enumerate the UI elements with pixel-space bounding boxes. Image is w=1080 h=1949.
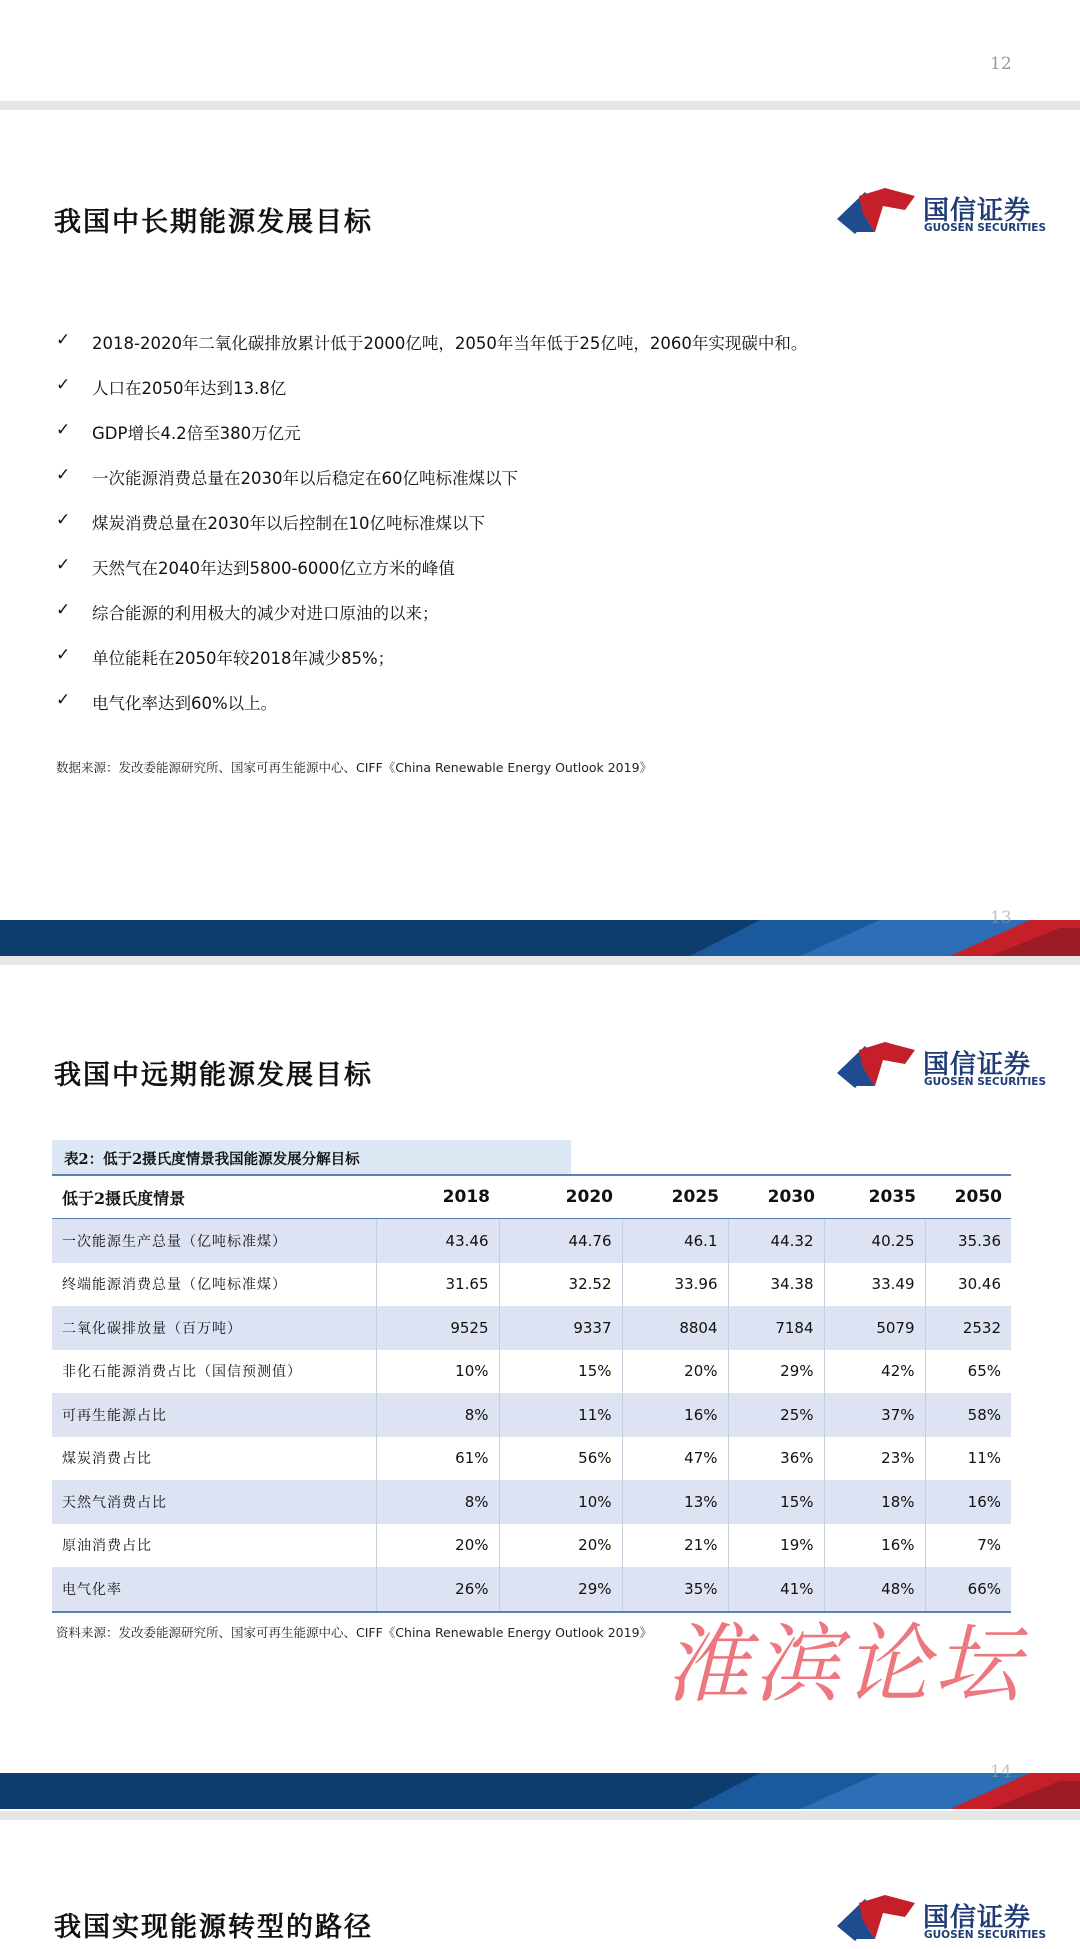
list-item	[56, 330, 1036, 375]
table-cell: 19%	[728, 1524, 824, 1568]
data-source: 数据来源：发改委能源研究所、国家可再生能源中心、CIFF《China Renewable Energy Outlook 2019》	[56, 760, 653, 775]
logo-name-en: GUOSEN SECURITIES	[924, 222, 1047, 234]
table-cell: 44.32	[728, 1219, 824, 1263]
slide-separator	[0, 1811, 1080, 1820]
table-cell: 13%	[622, 1480, 728, 1524]
list-item-text: 一次能源消费总量在2030年以后稳定在60亿吨标准煤以下	[92, 469, 518, 488]
table-cell: 非化石能源消费占比（国信预测值）	[62, 1364, 302, 1381]
table-cell: 8804	[622, 1306, 728, 1350]
list-item-text: 2018-2020年二氧化碳排放累计低于2000亿吨，2050年当年低于25亿吨，2060年实现碳中和。	[92, 334, 808, 353]
table-cell: 9525	[376, 1306, 499, 1350]
guosen-logo	[835, 1040, 1047, 1096]
table-cell: 11%	[925, 1437, 1011, 1481]
table-cell: 15%	[728, 1480, 824, 1524]
logo-name-cn: 国信证券	[923, 1050, 1032, 1080]
slide-separator	[0, 956, 1080, 965]
table-cell: 46.1	[622, 1219, 728, 1263]
list-item	[56, 600, 1036, 645]
table-cell: 16%	[925, 1480, 1011, 1524]
check-icon: ✓	[56, 600, 71, 620]
list-item	[56, 375, 1036, 420]
list-item	[56, 465, 1036, 510]
table-cell: 可再生能源占比	[52, 1393, 376, 1437]
table-cell: 16%	[622, 1393, 728, 1437]
list-item-text: 天然气在2040年达到5800-6000亿立方米的峰值	[92, 559, 455, 578]
table-cell: 终端能源消费总量（亿吨标准煤）	[62, 1277, 287, 1294]
table-cell: 44.76	[499, 1219, 622, 1263]
table-header-cell: 2030	[728, 1175, 824, 1219]
table-cell: 37%	[824, 1393, 925, 1437]
table-row	[52, 1393, 1011, 1437]
table-row	[52, 1480, 1011, 1524]
check-icon: ✓	[56, 330, 71, 350]
table-cell: 21%	[622, 1524, 728, 1568]
table-header-cell: 2018	[376, 1175, 499, 1219]
guosen-logo	[835, 1893, 1047, 1949]
table-cell: 20%	[376, 1524, 499, 1568]
table-cell: 42%	[824, 1350, 925, 1394]
table-cell: 电气化率	[52, 1567, 376, 1612]
check-icon: ✓	[56, 465, 71, 485]
table-row	[52, 1263, 1011, 1307]
table-row	[52, 1524, 1011, 1568]
table-caption: 表2：低于2摄氏度情景我国能源发展分解目标	[64, 1151, 360, 1168]
check-icon: ✓	[56, 375, 71, 395]
table-cell: 原油消费占比	[62, 1538, 152, 1555]
table-header-cell: 2025	[622, 1175, 728, 1219]
table-cell: 16%	[824, 1524, 925, 1568]
table-cell: 48%	[824, 1567, 925, 1612]
table-header-cell: 2035	[824, 1175, 925, 1219]
guosen-logo	[835, 186, 1047, 242]
table-cell: 33.49	[824, 1263, 925, 1307]
list-item-text: 电气化率达到60%以上。	[92, 694, 278, 713]
table-cell: 8%	[376, 1480, 499, 1524]
table-cell: 31.65	[376, 1263, 499, 1307]
forum-watermark: 淮滨论坛	[664, 1615, 1024, 1715]
slide-title: 我国实现能源转型的路径	[54, 1912, 373, 1943]
table-cell: 66%	[925, 1567, 1011, 1612]
footer-band	[0, 1773, 1080, 1809]
table-cell: 40.25	[824, 1219, 925, 1263]
table-cell: 20%	[622, 1350, 728, 1394]
table-cell: 58%	[925, 1393, 1011, 1437]
logo-name-cn: 国信证券	[923, 1903, 1032, 1933]
page-number: 12	[990, 54, 1012, 74]
list-item	[56, 645, 1036, 690]
table-row	[52, 1219, 1011, 1263]
table-cell: 56%	[499, 1437, 622, 1481]
logo-name-cn: 国信证券	[923, 196, 1032, 226]
guosen-logo-mark-icon	[835, 1893, 919, 1945]
footer-band	[0, 920, 1080, 956]
check-icon: ✓	[56, 690, 71, 710]
logo-name-en: GUOSEN SECURITIES	[924, 1929, 1047, 1941]
table-row	[52, 1437, 1011, 1481]
slide-title: 我国中长期能源发展目标	[54, 207, 373, 238]
slide-title: 我国中远期能源发展目标	[54, 1060, 373, 1091]
table-cell: 2532	[925, 1306, 1011, 1350]
data-source: 资料来源：发改委能源研究所、国家可再生能源中心、CIFF《China Renewable Energy Outlook 2019》	[56, 1625, 653, 1640]
table-header-cell: 低于2摄氏度情景	[52, 1175, 376, 1219]
table-cell: 25%	[728, 1393, 824, 1437]
table-cell: 15%	[499, 1350, 622, 1394]
table-header-cell: 2050	[925, 1175, 1011, 1219]
check-icon: ✓	[56, 555, 71, 575]
table-cell: 8%	[376, 1393, 499, 1437]
table-cell: 65%	[925, 1350, 1011, 1394]
table-header-row	[52, 1175, 1011, 1219]
table-cell: 29%	[728, 1350, 824, 1394]
table-cell: 二氧化碳排放量（百万吨）	[52, 1306, 376, 1350]
list-item-text: GDP增长4.2倍至380万亿元	[92, 424, 301, 443]
list-item-text: 单位能耗在2050年较2018年减少85%；	[92, 649, 395, 668]
table-cell: 35.36	[925, 1219, 1011, 1263]
table-cell: 47%	[622, 1437, 728, 1481]
table-cell: 天然气消费占比	[52, 1480, 376, 1524]
list-item-text: 人口在2050年达到13.8亿	[92, 379, 287, 398]
slide-separator	[0, 101, 1080, 110]
list-item	[56, 690, 1036, 735]
page-number: 13	[990, 908, 1012, 928]
table-cell: 26%	[376, 1567, 499, 1612]
table-cell: 29%	[499, 1567, 622, 1612]
table-cell: 11%	[499, 1393, 622, 1437]
table-cell: 34.38	[728, 1263, 824, 1307]
table-cell: 20%	[499, 1524, 622, 1568]
check-icon: ✓	[56, 510, 71, 530]
table-cell: 36%	[728, 1437, 824, 1481]
table-cell: 10%	[376, 1350, 499, 1394]
check-icon: ✓	[56, 645, 71, 665]
table-cell: 23%	[824, 1437, 925, 1481]
table-cell: 43.46	[376, 1219, 499, 1263]
table-cell: 煤炭消费占比	[62, 1451, 152, 1468]
energy-targets-table	[52, 1174, 1011, 1613]
table-cell: 41%	[728, 1567, 824, 1612]
table-cell: 7184	[728, 1306, 824, 1350]
table-cell: 7%	[925, 1524, 1011, 1568]
table-cell: 33.96	[622, 1263, 728, 1307]
table-row	[52, 1350, 1011, 1394]
table-cell: 61%	[376, 1437, 499, 1481]
table-cell: 9337	[499, 1306, 622, 1350]
page-number: 14	[990, 1762, 1012, 1782]
table-cell: 30.46	[925, 1263, 1011, 1307]
check-icon: ✓	[56, 420, 71, 440]
table-cell: 5079	[824, 1306, 925, 1350]
table-cell: 32.52	[499, 1263, 622, 1307]
list-item	[56, 420, 1036, 465]
table-cell: 18%	[824, 1480, 925, 1524]
list-item	[56, 555, 1036, 600]
guosen-logo-mark-icon	[835, 1040, 919, 1092]
table-cell: 35%	[622, 1567, 728, 1612]
list-item-text: 煤炭消费总量在2030年以后控制在10亿吨标准煤以下	[92, 514, 485, 533]
table-row	[52, 1306, 1011, 1350]
table-cell: 一次能源生产总量（亿吨标准煤）	[52, 1219, 376, 1263]
table-cell: 10%	[499, 1480, 622, 1524]
list-item	[56, 510, 1036, 555]
list-item-text: 综合能源的利用极大的减少对进口原油的以来；	[92, 604, 439, 623]
guosen-logo-mark-icon	[835, 186, 919, 238]
logo-name-en: GUOSEN SECURITIES	[924, 1076, 1047, 1088]
target-list	[56, 330, 1036, 735]
table-header-cell: 2020	[499, 1175, 622, 1219]
